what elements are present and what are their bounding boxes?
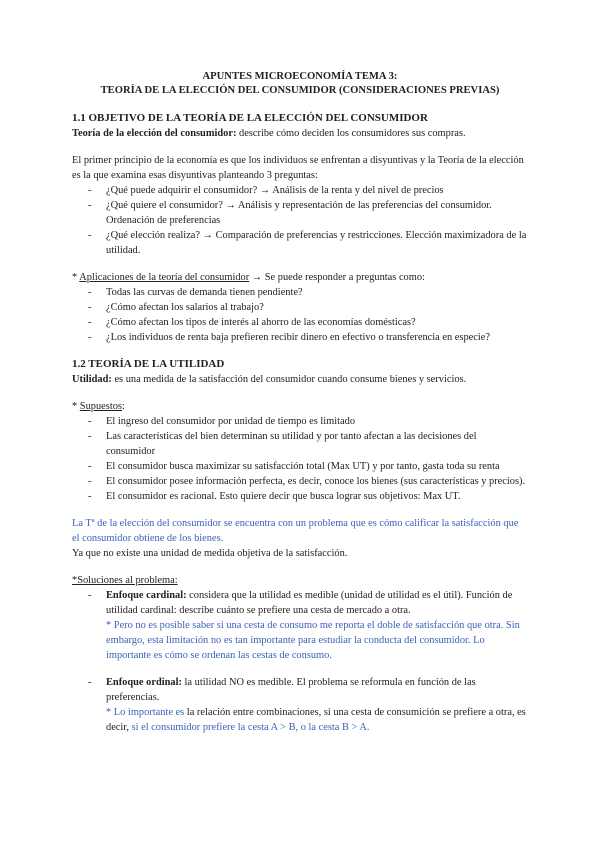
ordinal-term: Enfoque ordinal: (106, 677, 182, 688)
list-item-text: El consumidor busca maximizar su satisfacción total (Max UT) y por tanto, gasta toda su renta (106, 461, 500, 472)
list-item-text: Las características del bien determinan su utilidad y por tanto afectan a las decisiones del consumidor (106, 431, 477, 457)
asterisk: * (72, 401, 80, 412)
list-item (72, 459, 528, 474)
list-item (72, 198, 528, 228)
list-item (72, 300, 528, 315)
asterisk: * (72, 272, 80, 283)
ordinal-note-blue-2: si el consumidor prefiere la cesta A > B, o la cesta B > A. (128, 722, 370, 733)
list-marker: - (88, 590, 92, 601)
list-item (72, 489, 528, 504)
list-item-text: ¿Qué quiere el consumidor? → Análisis y representación de las preferencias del consumidor. Ordenación de preferencias (106, 200, 492, 226)
list-marker: - (88, 476, 92, 487)
ordinal-text: la utilidad NO es medible. El problema se reformula en función de las preferencias. (106, 677, 476, 703)
list-marker: - (88, 677, 92, 688)
list-marker: - (88, 302, 92, 313)
list-item-text: ¿Los individuos de renta baja prefieren recibir dinero en efectivo o transferencia en especie? (106, 332, 490, 343)
list-item-cardinal (72, 588, 528, 663)
solutions-label: *Soluciones al problema: (72, 575, 178, 586)
solutions-list (72, 588, 528, 663)
list-marker: - (88, 461, 92, 472)
list-item-text: El consumidor es racional. Esto quiere decir que busca lograr sus objetivos: Max UT. (106, 491, 461, 502)
list-marker: - (88, 317, 92, 328)
list-item-text: ¿Cómo afectan los salarios al trabajo? (106, 302, 264, 313)
ordinal-note (106, 705, 528, 735)
applications-list (72, 285, 528, 345)
applications-label: Aplicaciones de la teoría del consumidor (79, 272, 250, 283)
assumptions-label: Supuestos (79, 401, 122, 412)
problem-explanation: Ya que no existe una unidad de medida objetiva de la satisfacción. (72, 548, 348, 559)
list-item-text: ¿Qué elección realiza? → Comparación de preferencias y restricciones. Elección maximizadora de la utilidad. (106, 230, 527, 256)
list-item (72, 330, 528, 345)
definition-term: Teoría de la elección del consumidor: (72, 128, 237, 139)
list-item-ordinal (72, 675, 528, 735)
list-item (72, 228, 528, 258)
list-item-text: Todas las curvas de demanda tienen pendiente? (106, 287, 303, 298)
definition-text: describe cómo deciden los consumidores sus compras. (236, 128, 466, 139)
cardinal-text: considera que la utilidad es medible (unidad de utilidad es el útil). Función de utilidad cardinal: describe cuánto se prefiere una cesta de mercado a otra. (106, 590, 513, 616)
assumptions-intro (72, 399, 528, 414)
applications-intro (72, 270, 528, 285)
section-1-heading: 1.1 OBJETIVO DE LA TEORÍA DE LA ELECCIÓN DEL CONSUMIDOR (72, 112, 428, 124)
list-marker: - (88, 491, 92, 502)
section-2-heading: 1.2 TEORÍA DE LA UTILIDAD (72, 358, 225, 370)
applications-text: → Se puede responder a preguntas como: (249, 272, 425, 283)
ordinal-note-black: la relación entre combinaciones, si una cesta de consumición se prefiere a otra, es decir, (106, 707, 526, 733)
questions-list (72, 183, 528, 258)
title-line-1: APUNTES MICROECONOMÍA TEMA 3: (202, 71, 398, 82)
list-item (72, 429, 528, 459)
section-1-definition (72, 126, 528, 141)
list-marker: - (88, 200, 92, 211)
section-2-definition (72, 372, 528, 387)
list-item-text: El consumidor posee información perfecta, es decir, conoce los bienes (sus características y precios). (106, 476, 526, 487)
list-item-text: El ingreso del consumidor por unidad de tiempo es limitado (106, 416, 356, 427)
title-line-2: TEORÍA DE LA ELECCIÓN DEL CONSUMIDOR (CONSIDERACIONES PREVIAS) (100, 84, 500, 96)
list-marker: - (88, 332, 92, 343)
problem-statement: La Tª de la elección del consumidor se encuentra con un problema que es cómo calificar la satisfacción que el consumidor obtiene de los bienes. (72, 518, 519, 544)
cardinal-term: Enfoque cardinal: (106, 590, 187, 601)
assumptions-list (72, 414, 528, 504)
list-item (72, 315, 528, 330)
list-marker: - (88, 431, 92, 442)
list-marker: - (88, 416, 92, 427)
section-1-intro: El primer principio de la economía es que los individuos se enfrentan a disyuntivas y la Teoría de la elección es la que examina esas disyuntivas planteando 3 preguntas: (72, 155, 524, 181)
cardinal-note: * Pero no es posible saber si una cesta de consumo me reporta el doble de satisfacción que otra. Sin embargo, esta limitación no es tan importante para estudiar la conducta del consumidor. Lo importante es cómo se ordenan las cestas de consumo. (106, 620, 520, 661)
list-marker: - (88, 287, 92, 298)
list-item-text: ¿Cómo afectan los tipos de interés al ahorro de las economías domésticas? (106, 317, 416, 328)
definition-term: Utilidad: (72, 374, 112, 385)
list-item (72, 474, 528, 489)
document-title (72, 70, 528, 97)
colon: : (121, 401, 125, 412)
ordinal-note-blue-1: * Lo importante es (106, 707, 185, 718)
document-body (72, 70, 528, 735)
solutions-list-2 (72, 675, 528, 735)
list-marker: - (88, 230, 92, 241)
list-item (72, 414, 528, 429)
definition-text: es una medida de la satisfacción del consumidor cuando consume bienes y servicios. (111, 374, 467, 385)
list-item-text: ¿Qué puede adquirir el consumidor? → Análisis de la renta y del nivel de precios (106, 185, 444, 196)
list-item (72, 285, 528, 300)
list-item (72, 183, 528, 198)
list-marker: - (88, 185, 92, 196)
